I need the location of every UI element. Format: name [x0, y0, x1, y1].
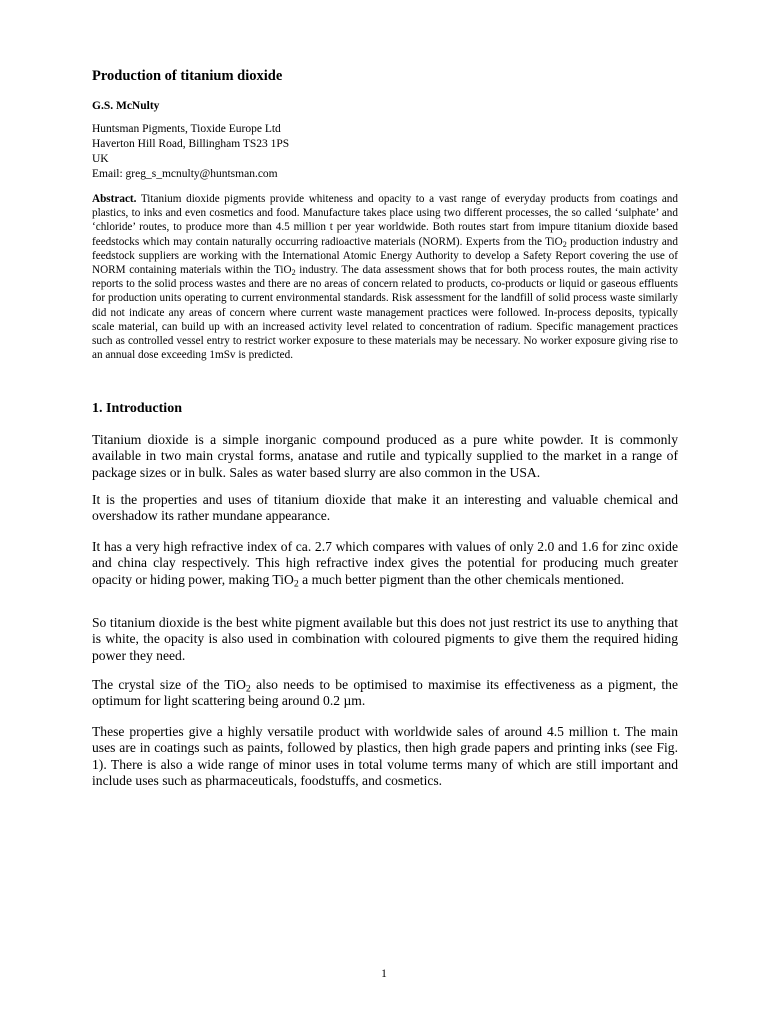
- paragraph-text: It has a very high refractive index of ca. 2.7 which compares with values of only 2.0 and 1.6 for zinc oxide and china clay respectively. This high refractive index gives the potential for producing much greater opacity or hiding power, making TiO: [92, 539, 678, 587]
- paragraph: It is the properties and uses of titanium dioxide that make it an interesting and valuable chemical and overshadow its rather mundane appearance.: [92, 492, 678, 524]
- affiliation-line: UK: [92, 153, 109, 165]
- paragraph-text: a much better pigment than the other chemicals mentioned.: [298, 571, 625, 587]
- author-name: G.S. McNulty: [92, 100, 160, 112]
- affiliation-line: Haverton Hill Road, Billingham TS23 1PS: [92, 138, 290, 150]
- paragraph: So titanium dioxide is the best white pigment available but this does not just restrict its use to anything that is white, the opacity is also used in combination with coloured pigments to give them the required hiding power they need.: [92, 615, 678, 663]
- abstract-text: Titanium dioxide pigments provide whiteness and opacity to a vast range of everyday products from coatings and plastics, to inks and even cosmetics and food. Manufacture takes place using two different processes, the so called ‘sulphate’ and ‘chloride’ routes, to produce more than 4.5 million t per year worldwide. Both routes start from impure titanium dioxide based feedstocks which may contain naturally occurring radioactive materials (NORM). Experts from the TiO: [92, 193, 678, 248]
- paragraph: [92, 677, 678, 710]
- abstract-text: industry. The data assessment shows that for both process routes, the main activity reports to the solid process wastes and there are no areas of concern related to products, co-products or liquid or gaseous effluents for production units operating to current environmental standards. Risk assessment for the landfill of solid process waste similarly did not indicate any areas of concern where current waste management practices were followed. In-process deposits, typically scale material, can build up with an increased activity level related to concentration of radium. Specific management practices such as controlled vessel entry to restrict worker exposure to these materials may be necessary. No worker exposure giving rise to an annual dose exceeding 1mSv is predicted.: [92, 264, 678, 362]
- section-heading: 1. Introduction: [92, 401, 182, 416]
- subscript: 2: [293, 578, 299, 590]
- abstract: [92, 192, 678, 362]
- page-number: 1: [381, 968, 387, 980]
- paragraph: Titanium dioxide is a simple inorganic compound produced as a pure white powder. It is commonly available in two main crystal forms, anatase and rutile and typically supplied to the market in a range of package sizes or in bulk. Sales as water based slurry are also common in the USA.: [92, 432, 678, 480]
- paragraph: These properties give a highly versatile product with worldwide sales of around 4.5 million t. The main uses are in coatings such as paints, followed by plastics, then high grade papers and printing inks (see Fig. 1). There is also a wide range of minor uses in total volume terms many of which are still important and include uses such as pharmaceuticals, foodstuffs, and cosmetics.: [92, 724, 678, 788]
- paragraph: [92, 539, 678, 588]
- abstract-text: production industry and feedstock suppliers are working with the International Atomic Energy Authority to develop a Safety Report covering the use of NORM containing materials within the TiO: [92, 235, 678, 277]
- paper-title: Production of titanium dioxide: [92, 68, 283, 84]
- subscript: 2: [245, 683, 251, 695]
- subscript: 2: [291, 268, 296, 278]
- paragraph-text: The crystal size of the TiO: [92, 677, 246, 692]
- abstract-label: Abstract.: [92, 193, 137, 205]
- affiliation-line: Huntsman Pigments, Tioxide Europe Ltd: [92, 123, 281, 135]
- subscript: 2: [562, 239, 567, 249]
- author-affiliation: [92, 122, 678, 182]
- author-email: Email: greg_s_mcnulty@huntsman.com: [92, 168, 278, 180]
- paragraph-text: also needs to be optimised to maximise its effectiveness as a pigment, the optimum for light scattering being around 0.2 µm.: [92, 677, 678, 709]
